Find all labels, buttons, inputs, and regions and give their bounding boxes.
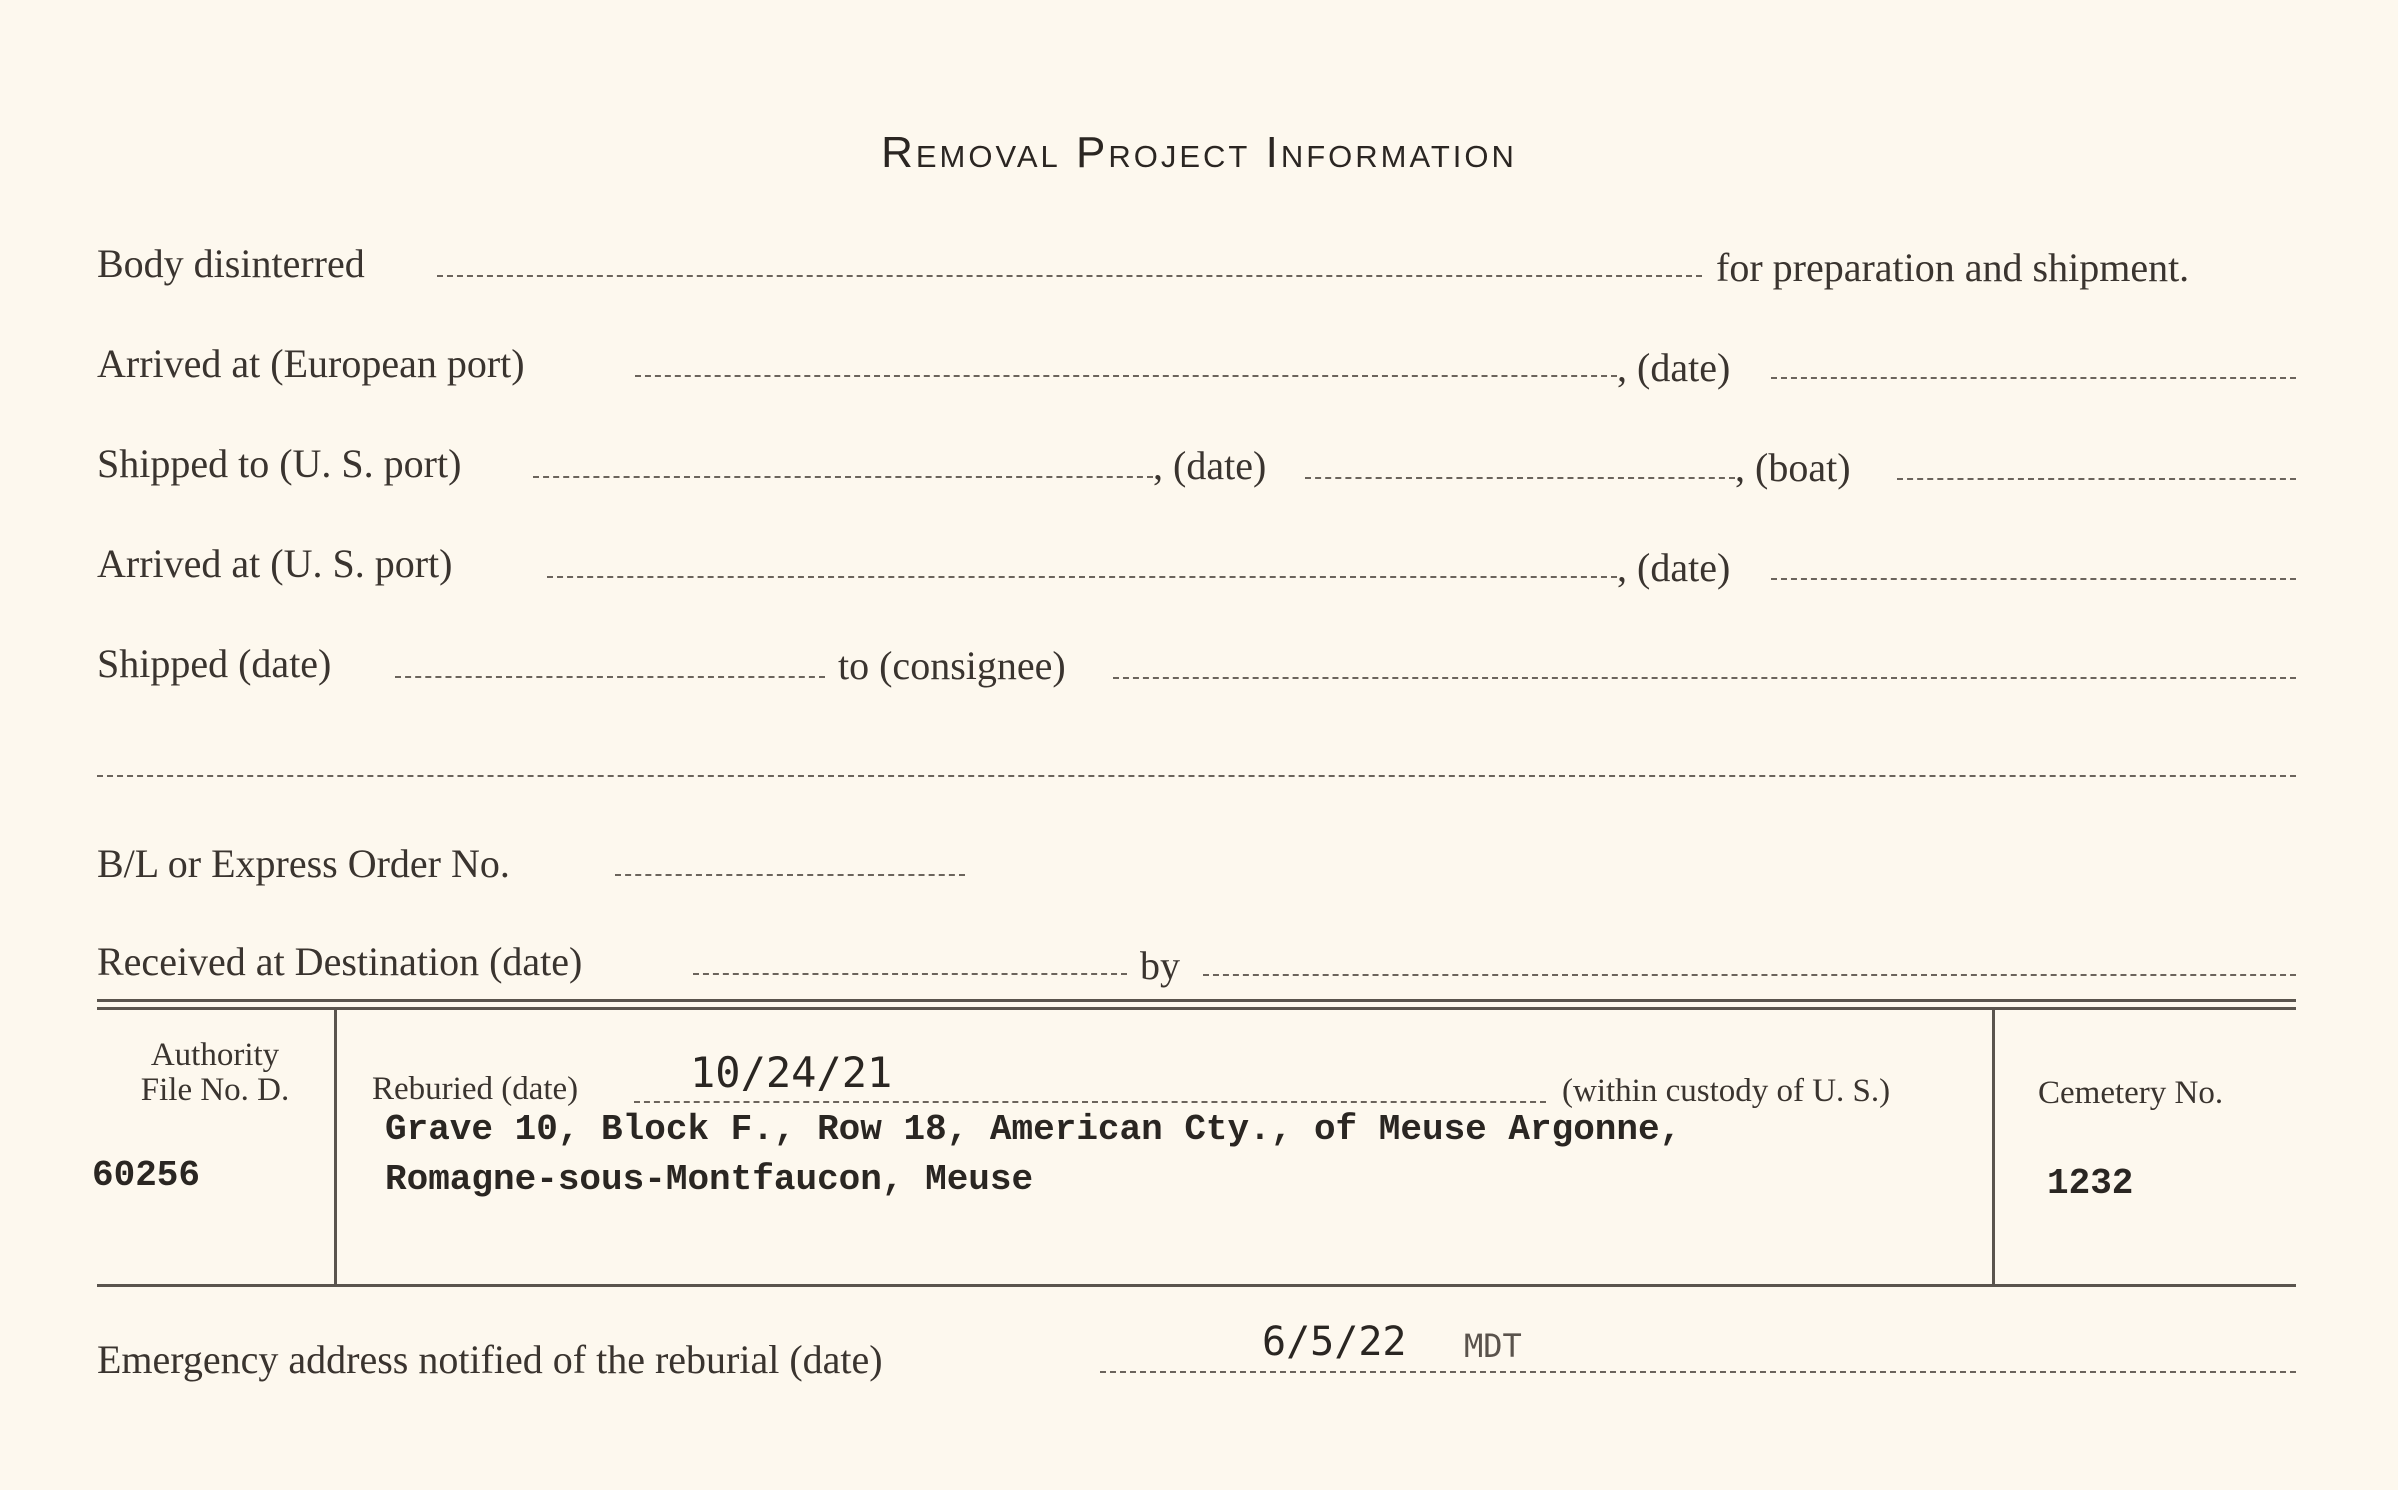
received-destination-label: Received at Destination (date) — [97, 939, 583, 984]
shipped-date-label: , (date) — [1153, 443, 1267, 488]
reburied-date: 10/24/21 — [690, 1048, 893, 1097]
consignee-line — [1113, 677, 2296, 679]
cemetery-location: Romagne-sous-Montfaucon, Meuse — [385, 1159, 1034, 1200]
custody-label: (within custody of U. S.) — [1562, 1073, 1891, 1109]
received-by-line — [1203, 974, 2296, 976]
shipped-to-us-port-label: Shipped to (U. S. port) — [97, 441, 462, 486]
authority-label-line2: File No. D. — [140, 1071, 290, 1108]
boat-line — [1897, 478, 2296, 480]
box-divider-right — [1992, 1010, 1995, 1284]
for-preparation-label: for preparation and shipment. — [1716, 245, 2190, 290]
received-date-line — [693, 973, 1127, 975]
emergency-date: 6/5/22 — [1262, 1319, 1407, 1365]
by-label: by — [1140, 943, 1180, 988]
blank-line — [97, 775, 2296, 777]
card-title: Removal Project Information — [881, 128, 1517, 177]
arrived-date-label: , (date) — [1617, 545, 1731, 590]
arrived-us-port-line — [547, 576, 1617, 578]
to-consignee-label: to (consignee) — [838, 643, 1066, 688]
box-top-rule-1 — [97, 999, 2296, 1002]
us-port-line — [533, 476, 1153, 478]
body-disinterred-line — [437, 275, 1702, 277]
bl-order-line — [615, 874, 965, 876]
emergency-initials: MDT — [1464, 1327, 1522, 1365]
boat-label: , (boat) — [1735, 445, 1851, 490]
reburied-label: Reburied (date) — [372, 1071, 579, 1107]
shipped-date-label-2: Shipped (date) — [97, 641, 332, 686]
grave-location: Grave 10, Block F., Row 18, American Cty., of Meuse Argonne, — [385, 1109, 1682, 1150]
box-top-rule-2 — [97, 1007, 2296, 1010]
shipped-date-line-2 — [395, 676, 825, 678]
reburied-date-line — [634, 1101, 1546, 1103]
authority-label — [100, 1038, 330, 1107]
body-disinterred-label: Body disinterred — [97, 241, 365, 286]
authority-file-number: 60256 — [92, 1155, 201, 1196]
cemetery-number-label: Cemetery No. — [2038, 1075, 2224, 1111]
authority-label-line1: Authority — [150, 1037, 280, 1073]
arrived-date-line — [1771, 578, 2296, 580]
box-divider-left — [334, 1010, 337, 1284]
box-bottom-rule — [97, 1284, 2296, 1287]
bl-order-label: B/L or Express Order No. — [97, 841, 510, 886]
arrived-european-port-label: Arrived at (European port) — [97, 341, 525, 386]
arrived-us-port-label: Arrived at (U. S. port) — [97, 541, 453, 586]
european-date-line — [1771, 377, 2296, 379]
shipped-date-line — [1305, 477, 1735, 479]
emergency-date-line — [1100, 1371, 2296, 1373]
emergency-label: Emergency address notified of the reburial (date) — [97, 1337, 883, 1382]
european-port-line — [635, 375, 1617, 377]
european-date-label: , (date) — [1617, 345, 1731, 390]
cemetery-number: 1232 — [2047, 1163, 2134, 1204]
